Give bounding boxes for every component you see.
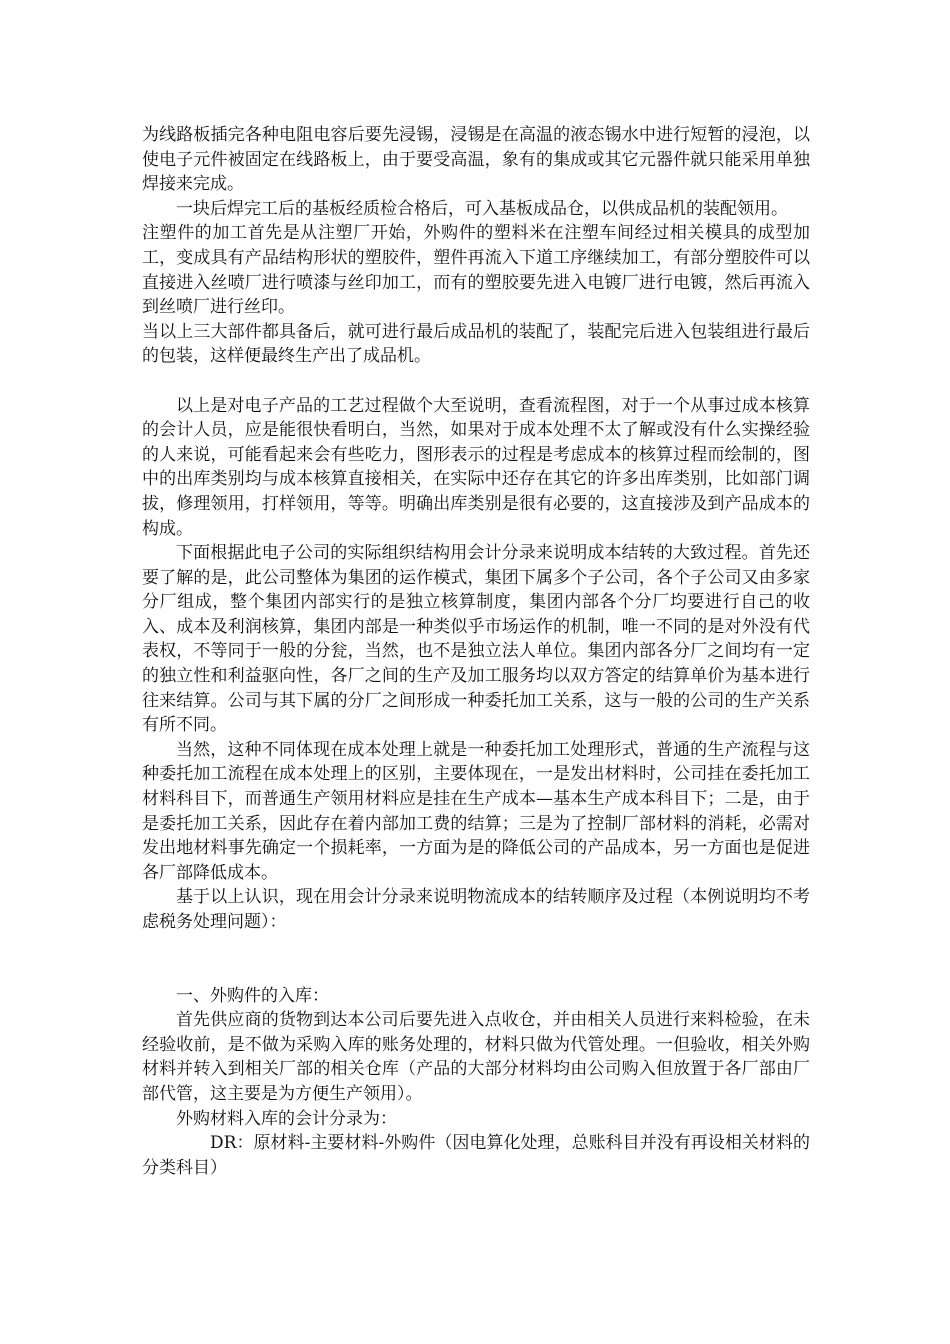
paragraph-substrate-inspection: 一块后焊完工后的基板经质检合格后，可入基板成品仓，以供成品机的装配领用。 [176, 198, 788, 219]
paragraph-accounting-intro: 基于以上认识，现在用会计分录来说明物流成本的结转顺序及过程（本例说明均不考虑税务处理问题）： [142, 887, 810, 932]
paragraph-injection-molding: 注塑件的加工首先是从注塑厂开始，外购件的塑料米在注塑车间经过相关模具的成型加工，变成具有产品结构形状的塑胶件，塑件再流入下道工序继续加工，有部分塑胶件可以直接进入丝喷厂进行喷漆与丝印加工，而有的塑胶要先进入电镀厂进行电镀，然后再流入到丝喷厂进行丝印。 [142, 223, 810, 318]
paragraph-spacer [142, 369, 810, 394]
paragraph-debit-entry: DR：原材料-主要材料-外购件（因电算化处理，总账科目并没有再设相关材料的分类科目） [142, 1133, 810, 1178]
paragraph-tin-dipping: 为线路板插完各种电阻电容后要先浸锡，浸锡是在高温的液态锡水中进行短暂的浸泡，以使电子元件被固定在线路板上，由于要受高温，象有的集成或其它元器件就只能采用单独焊接来完成。 [142, 125, 810, 195]
paragraph-entry-label: 外购材料入库的会计分录为： [176, 1108, 397, 1129]
paragraph-final-assembly: 当以上三大部件都具备后，就可进行最后成品机的装配了，装配完后进入包装组进行最后的包装，这样便最终生产出了成品机。 [142, 321, 810, 367]
section-heading-purchased-parts: 一、外购件的入库： [176, 985, 329, 1006]
paragraph-receiving-inspection: 首先供应商的货物到达本公司后要先进入点收仓，并由相关人员进行来料检验，在未经验收前，是不做为采购入库的账务处理的，材料只做为代管处理。一但验收，相关外购材料并转入到相关厂部的相关仓库（产品的大部分材料均由公司购入但放置于各厂部由厂部代管，这主要是为方便生产领用）。 [142, 1010, 810, 1104]
paragraph-group-structure: 下面根据此电子公司的实际组织结构用会计分录来说明成本结转的大致过程。首先还要了解的是，此公司整体为集团的运作模式，集团下属多个子公司，各个子公司又由多家分厂组成，整个集团内部实行的是独立核算制度，集团内部各个分厂均要进行自己的收入、成本及利润核算，集团内部是一种类似乎市场运作的机制，唯一不同的是对外没有代表权，不等同于一般的分瓮，当然，也不是独立法人单位。集团内部各分厂之间均有一定的独立性和利益驱向性，各厂之间的生产及加工服务均以双方答定的结算单价为基本进行往来结算。公司与其下属的分厂之间形成一种委托加工关系，这与一般的公司的生产关系有所不同。 [142, 543, 810, 736]
paragraph-process-summary: 以上是对电子产品的工艺过程做个大至说明，查看流程图，对于一个从事过成本核算的会计人员，应是能很快看明白，当然，如果对于成本处理不太了解或没有什么实操经验的人来说，可能看起来会有些吃力，图形表示的过程是考虑成本的核算过程而绘制的，图中的出库类别均与成本核算直接相关，在实际中还存在其它的许多出库类别，比如部门调拔，修理领用，打样领用，等等。明确出库类别是很有必要的，这直接涉及到产品成本的构成。 [142, 395, 810, 539]
section-spacer [142, 935, 810, 984]
paragraph-consignment-processing: 当然，这种不同体现在成本处理上就是一种委托加工处理形式，普通的生产流程与这种委托加工流程在成本处理上的区别，主要体现在，一是发出材料时，公司挂在委托加工材料科目下，而普通生产领用材料应是挂在生产成本—基本生产成本科目下；二是，由于是委托加工关系，因此存在着内部加工费的结算；三是为了控制厂部材料的消耗，必需对发出地材料事先确定一个损耗率，一方面为是的降低公司的产品成本，另一方面也是促进各厂部降低成本。 [142, 739, 810, 883]
document-page [142, 123, 810, 1180]
